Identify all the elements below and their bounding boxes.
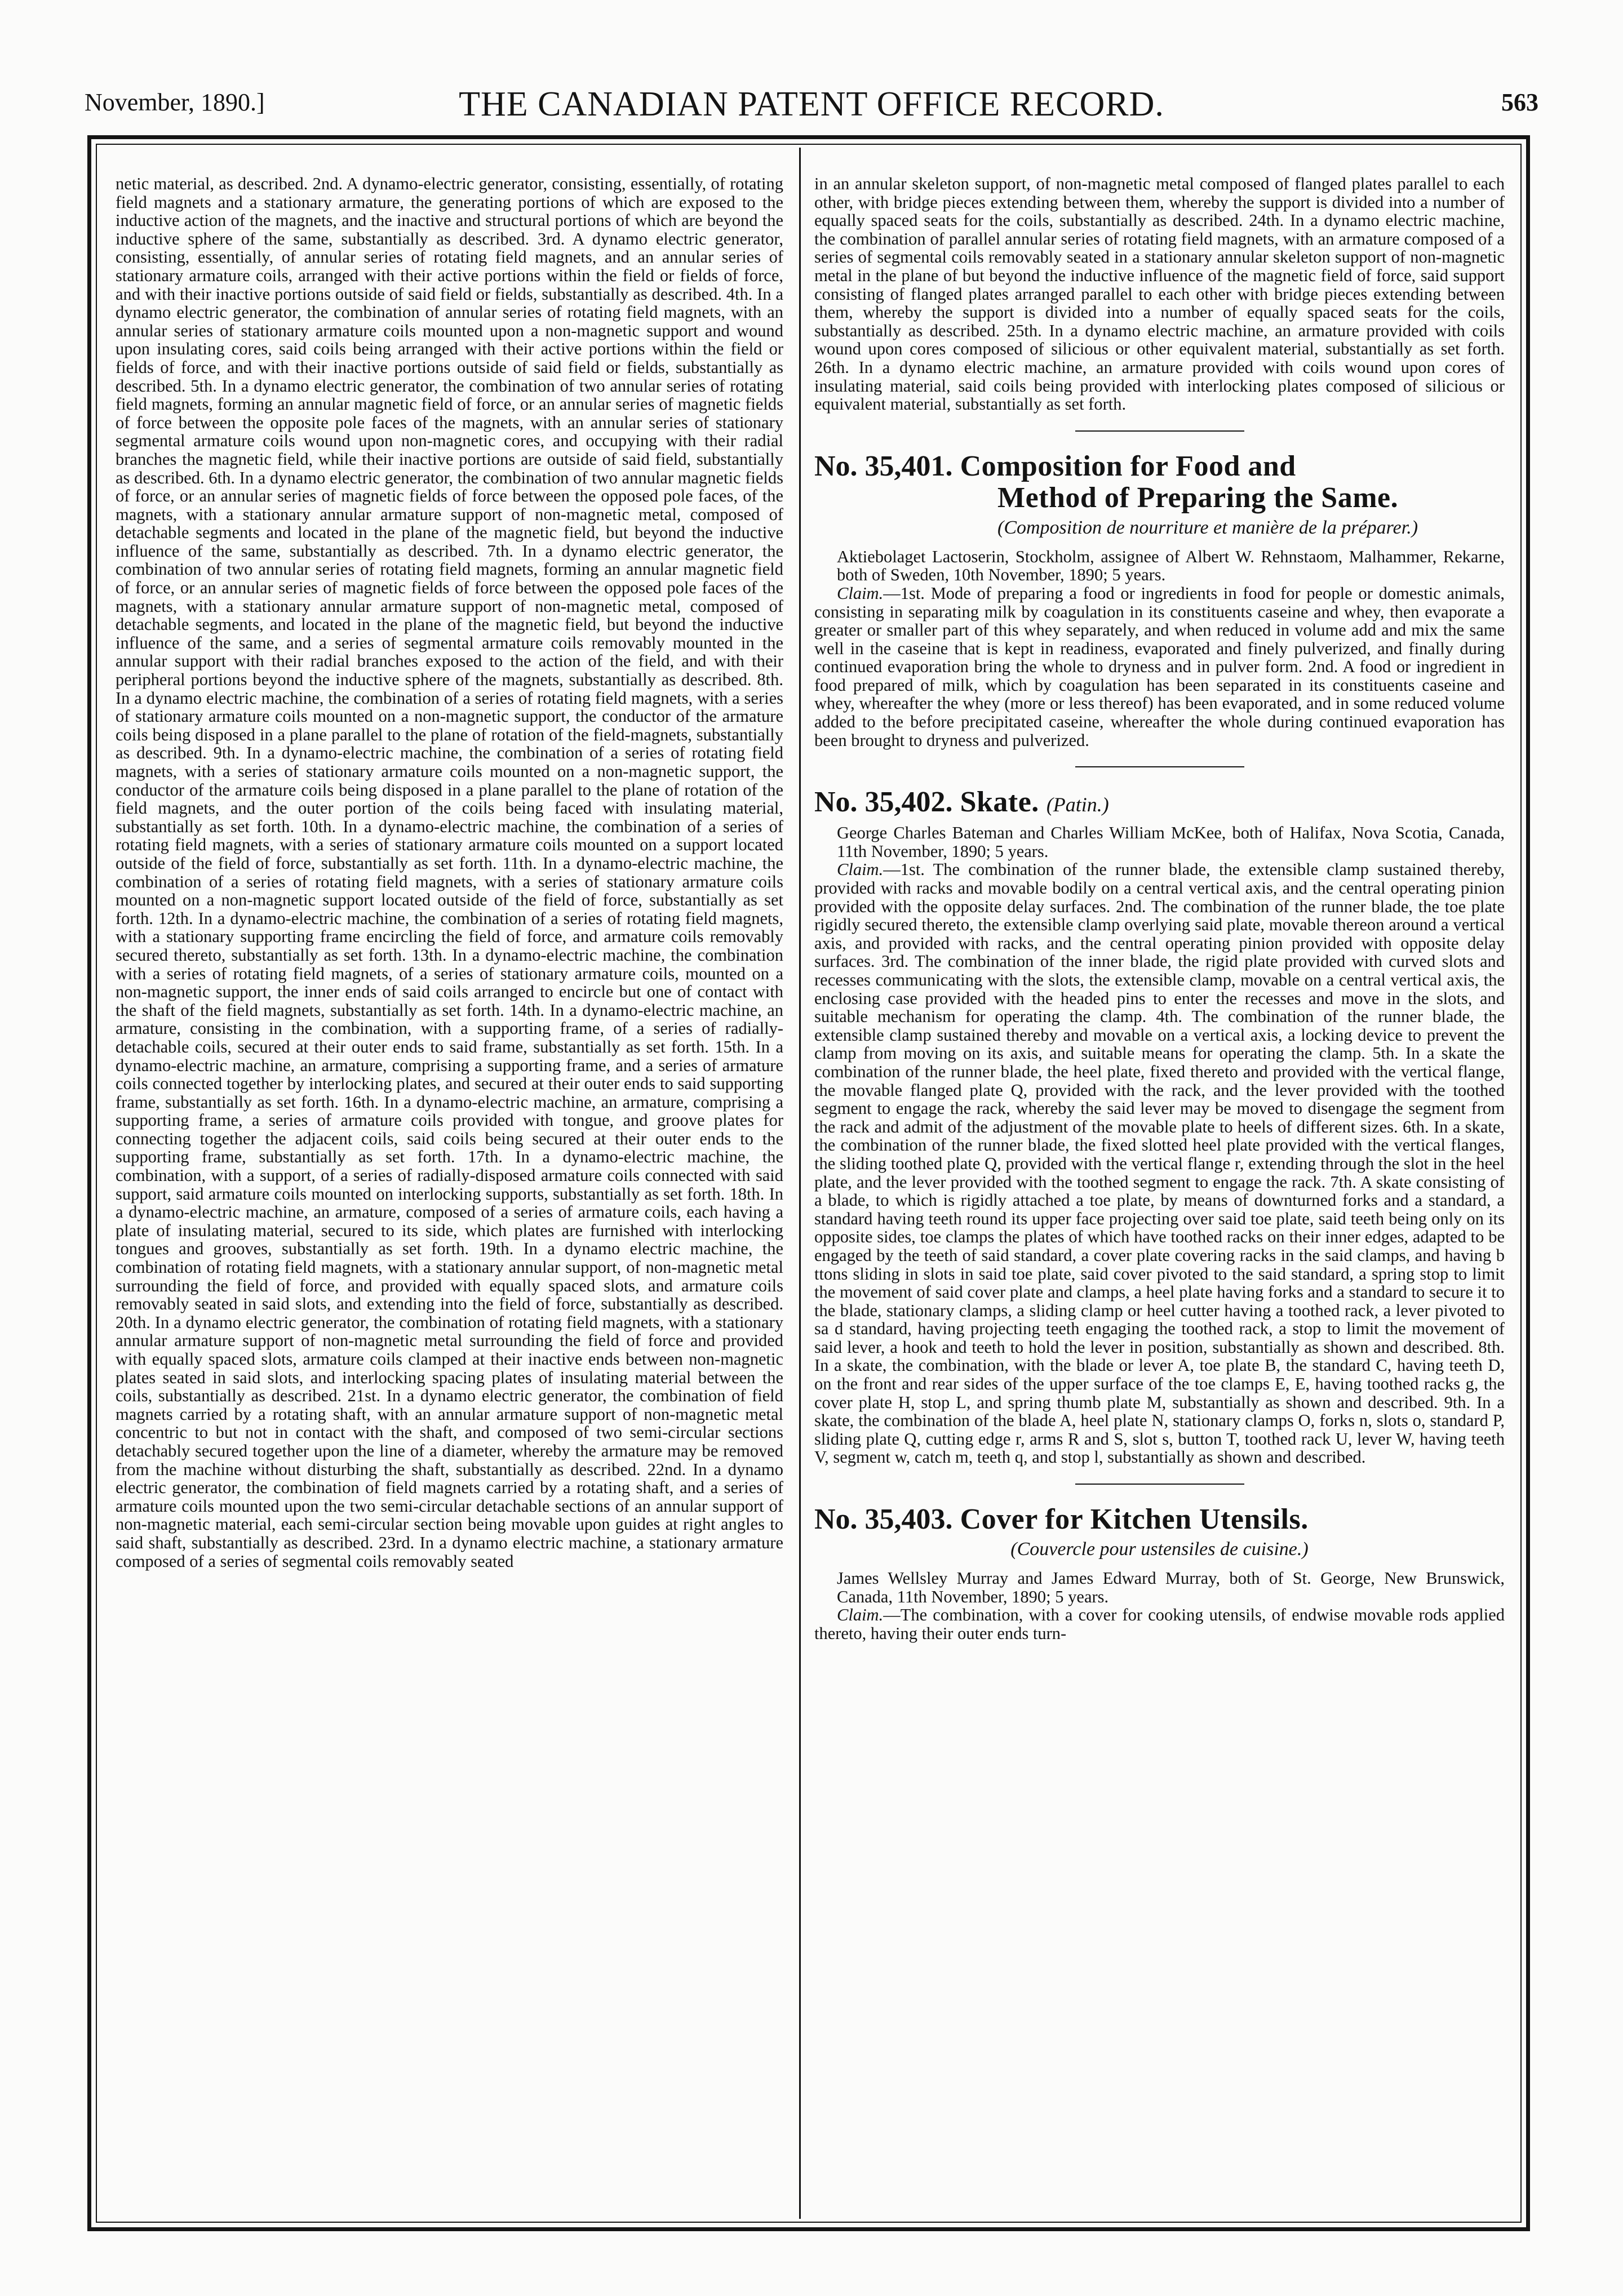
patent-assignee: George Charles Bateman and Charles William McKee, both of Halifax, Nova Scotia, Canada, 11th November, 1890; 5 years. (837, 823, 1505, 861)
patent-entry (814, 1504, 1505, 1642)
patent-entry (814, 451, 1505, 750)
patent-heading (814, 787, 1505, 820)
patent-french-title: (Couvercle pour ustensiles de cuisine.) (1010, 1539, 1309, 1560)
patent-number: No. 35,402. (814, 786, 953, 819)
patent-assignee: James Wellsley Murray and James Edward Murray, both of St. George, New Brunswick, Canada, 11th November, 1890; 5 years. (837, 1569, 1505, 1606)
claim-label: Claim. (837, 583, 884, 603)
column-divider (799, 148, 801, 2219)
publication-title: THE CANADIAN PATENT OFFICE RECORD. (459, 85, 1164, 123)
patent-title: Composition for Food and (960, 450, 1296, 482)
claim-label: Claim. (837, 1605, 884, 1625)
left-column (116, 175, 783, 2214)
patent-claims (814, 860, 1505, 1467)
section-divider (1075, 766, 1244, 767)
patent-number: No. 35,401. (814, 450, 953, 482)
patent-title-continued: Method of Preparing the Same. (997, 481, 1399, 514)
running-head (85, 85, 1538, 130)
patent-claims (814, 1606, 1505, 1642)
patent-french-title: (Patin.) (1046, 793, 1109, 816)
patent-entry (814, 787, 1505, 1467)
patent-assignee: Aktiebolaget Lactoserin, Stockholm, assignee of Albert W. Rehnstaom, Malhammer, Rekarne, both of Sweden, 10th November, 1890; 5 years. (837, 547, 1505, 585)
patent-heading (814, 451, 1505, 514)
claim-text: —1st. The combination of the runner blade, the extensible clamp sustained thereby, provided with racks and movable bodily on a central vertical axis, and the central operating pinion provided with the opposite delay surfaces. 2nd. The combination of the runner blade, the toe plate rigidly secured thereto, the extensible clamp overlying said plate, movable thereon around a vertical axis, and provided with racks, and the central operating pinion provided with opposite delay surfaces. 3rd. The combination of the inner blade, the rigid plate provided with curved slots and recesses communicating with the slots, the extensible clamp, movable on a central vertical axis, the enclosing case provided with the headed pins to enter the recesses and move in the slots, and suitable mechanism for operating the clamp. 4th. The combination of the runner blade, the extensible clamp sustained thereby and movable on a vertical axis, a locking device to prevent the clamp from moving on its axis, and suitable means for operating the clamp. 5th. In a skate the combination of the runner blade, the heel plate, fixed thereto and provided with the vertical flange, the movable flanged plate Q, provided with the rack, and the lever provided with the toothed segment to engage the rack, whereby the said lever may be moved to disengage the segment from the rack and admit of the adjustment of the movable plate to heels of different sizes. 6th. In a skate, the combination of the runner blade, the fixed slotted heel plate provided with the vertical flanges, the sliding toothed plate Q, provided with the vertical flange r, extending through the slot in the heel plate, and the lever provided with the toothed segment to engage the rack. 7th. A skate consisting of a blade, to which is rigidly attached a toe plate, by means of downturned forks and a standard, a standard having teeth round its upper face projecting over said toe plate, said teeth being only on its opposite sides, toe clamps the plates of which have toothed racks on their inner edges, adapted to be engaged by the teeth of said standard, a cover plate covering racks in the said clamps, and having b ttons sliding in slots in said toe plate, said cover pivoted to the said standard, a spring stop to limit the movement of said cover plate and clamps, a heel plate having forks and a standard to secure it to the blade, stationary clamps, a sliding clamp or heel cutter having a toothed rack, a lever pivoted to sa d standard, having projecting teeth engaging the toothed rack, a stop to limit the movement of said lever, a hook and teeth to hold the lever in position, substantially as shown and described. 8th. In a skate, the combination, with the blade or lever A, toe plate B, the standard C, having teeth D, on the front and rear sides of the upper surface of the toe clamps E, E, having toothed racks g, the cover plate H, stop L, and spring thumb plate M, substantially as shown and described. 9th. In a skate, the combination of the blade A, heel plate N, stationary clamps O, forks n, slots o, standard P, sliding plate Q, cutting edge r, arms R and S, slot s, button T, toothed rack U, lever W, having teeth V, segment w, catch m, teeth q, and stop l, substantially as shown and described. (814, 860, 1505, 1467)
patent-heading (814, 1504, 1505, 1535)
claim-text: —1st. Mode of preparing a food or ingredients in food for people or domestic animals, consisting in separating milk by coagulation in its constituents caseine and whey, then evaporate a greater or smaller part of this whey separately, and when reduced in volume add and mix the same well in the caseine that is kept in readiness, evaporated and finely pulverized, and finally during continued evaporation bring the whole to dryness and in pulver form. 2nd. A food or ingredient in food prepared of milk, which by coagulation has been separated in its constituents caseine and whey, whereafter the whey (more or less thereof) has been evaporated, and in some reduced volume added to the before precipitated caseine, whereafter the whole during continued evaporation has been brought to dryness and pulverized. (814, 583, 1505, 750)
patent-french-title: (Composition de nourriture et manière de la préparer.) (997, 517, 1418, 538)
page-number: 563 (1501, 88, 1538, 116)
claims-continuation-text: in an annular skeleton support, of non-magnetic metal composed of flanged plates parallel to each other, with bridge pieces extending between them, whereby the support is divided into a number of equally spaced seats for the coils, substantially as described. 24th. In a dynamo electric machine, the combination of parallel annular series of rotating field magnets, with an armature composed of a series of segmental coils removably seated in a stationary annular skeleton support of non-magnetic metal in the plane of but beyond the inductive influence of the magnetic field of force, said support consisting of flanged plates arranged parallel to each other with bridge pieces extending between them, whereby the support is divided into a number of equally spaced seats for the coils, substantially as described. 25th. In a dynamo electric machine, an armature provided with coils wound upon cores composed of silicious or other equivalent material, substantially as set forth. 26th. In a dynamo electric machine, an armature provided with coils wound upon cores of insulating material, said coils being provided with interlocking plates composed of silicious or equivalent material, substantially as set forth. (814, 175, 1505, 414)
section-divider (1075, 430, 1244, 432)
section-divider (1075, 1484, 1244, 1485)
claim-label: Claim. (837, 860, 884, 880)
patent-claims (814, 584, 1505, 749)
patent-number: No. 35,403. (814, 1503, 953, 1536)
right-column (814, 175, 1505, 2214)
claim-text: —The combination, with a cover for cooking utensils, of endwise movable rods applied thereto, having their outer ends turn- (814, 1605, 1505, 1643)
issue-date: November, 1890.] (85, 88, 265, 116)
patent-title: Skate. (960, 786, 1039, 819)
patent-title: Cover for Kitchen Utensils. (960, 1503, 1309, 1536)
claims-continuation-text: netic material, as described. 2nd. A dynamo-electric generator, consisting, essentially, of rotating field magnets and a stationary armature, the generating portions of which are exposed to the inductive action of the magnets, and the inactive and structural portions of which are beyond the inductive sphere of the same, substantially as described. 3rd. A dynamo electric generator, consisting, essentially, of annular series of rotating field magnets, and an annular series of stationary armature coils, arranged with their active portions within the field or fields of force, and with their inactive portions outside of said field or fields, substantially as described. 4th. In a dynamo electric generator, the combination of annular series of rotating field magnets, with an annular series of stationary armature coils mounted upon a non-magnetic support and wound upon insulating cores, said coils being arranged with their active portions within the field or fields of force, and with their inactive portions outside of said field or fields, substantially as described. 5th. In a dynamo electric generator, the combination of two annular series of rotating field magnets, forming an annular magnetic field of force, or an annular series of magnetic fields of force between the opposite pole faces of the magnets, with an annular series of stationary segmental armature coils wound upon non-magnetic cores, and occupying with their radial branches the magnetic field, while their inactive portions are outside of said field, substantially as described. 6th. In a dynamo electric generator, the combination of two annular magnetic fields of force, or an annular series of magnetic fields of force between the opposed pole faces, of the magnets, with a stationary annular armature support of non-magnetic metal, composed of detachable segments and located in the plane of the magnetic field, but beyond the inductive influence of the same, substantially as described. 7th. In a dynamo electric generator, the combination of two annular series of rotating field magnets, forming an annular magnetic field of force, or an annular series of magnetic fields of force between the opposed pole faces of the magnets, with a stationary annular armature support of non-magnetic metal, composed of detachable segments, and located in the plane of the magnetic field, but beyond the inductive influence of the same, and a series of segmental armature coils removably mounted in the annular support with their radial branches exposed to the action of the field, and with their peripheral portions beyond the inductive sphere of the magnets, substantially as described. 8th. In a dynamo electric machine, the combination of a series of rotating field magnets, with a series of stationary armature coils mounted on a non-magnetic support, the conductor of the armature coils being disposed in a plane parallel to the plane of rotation of the field-magnets, substantially as described. 9th. In a dynamo-electric machine, the combination of a series of rotating field magnets, with a series of stationary armature coils mounted on a non-magnetic support, the conductor of the armature coils being disposed in a plane parallel to the plane of rotation of the field magnets, and the outer portion of the coils being faced with insulating material, substantially as set forth. 10th. In a dynamo-electric machine, the combination of a series of rotating field magnets, with a series of stationary armature coils mounted on a support located outside of the field of force, substantially as set forth. 11th. In a dynamo-electric machine, the combination of a series of rotating field magnets, with a series of stationary armature coils mounted on a non-magnetic support located outside of the field of force, substantially as set forth. 12th. In a dynamo-electric machine, the combination of a series of rotating field magnets, with a stationary supporting frame encircling the field of force, and armature coils removably secured thereto, substantially as set forth. 13th. In a dynamo-electric machine, the combination with a series of rotating field magnets, of a series of stationary armature coils, mounted on a non-magnetic support, the inner ends of said coils arranged to encircle but one of contact with the shaft of the field magnets, substantially as set forth. 14th. In a dynamo-electric machine, an armature, consisting in the combination, with a supporting frame, of a series of radially-detachable coils, secured at their outer ends to said frame, substantially as set forth. 15th. In a dynamo-electric machine, an armature, comprising a supporting frame, and a series of armature coils connected together by interlocking plates, and secured at their outer ends to said supporting frame, substantially as set forth. 16th. In a dynamo-electric machine, an armature, comprising a supporting frame, a series of armature coils provided with tongue, and groove plates for connecting together the adjacent coils, said coils being secured at their outer ends to the supporting frame, substantially as set forth. 17th. In a dynamo-electric machine, the combination, with a support, of a series of radially-disposed armature coils connected with said support, said armature coils mounted on interlocking supports, substantially as set forth. 18th. In a dynamo-electric machine, an armature, composed of a series of armature coils, each having a plate of insulating material, secured to its side, which plates are furnished with interlocking tongues and grooves, substantially as set forth. 19th. In a dynamo electric machine, the combination of rotating field magnets, with a stationary annular support, of non-magnetic metal surrounding the field of force, and provided with equally spaced slots, and armature coils removably seated in said slots, and extending into the field of force, substantially as described. 20th. In a dynamo electric generator, the combination of rotating field magnets, with a stationary annular armature support of non-magnetic metal surrounding the field of force and provided with equally spaced slots, armature coils clamped at their inactive ends between non-magnetic plates seated in said slots, and interlocking spacing plates of insulating material between the coils, substantially as described. 21st. In a dynamo electric generator, the combination of field magnets carried by a rotating shaft, with an annular armature support of non-magnetic metal concentric to but not in contact with the shaft, and composed of two semi-circular sections detachably secured together upon the line of a diameter, whereby the armature may be removed from the machine without disturbing the shaft, substantially as described. 22nd. In a dynamo electric generator, the combination of field magnets carried by a rotating shaft, and a series of armature coils mounted upon the two semi-circular detachable sections of an annular support of non-magnetic material, each semi-circular section being movable upon guides at right angles to said shaft, substantially as described. 23rd. In a dynamo electric machine, a stationary armature composed of a series of segmental coils removably seated (116, 175, 783, 1571)
